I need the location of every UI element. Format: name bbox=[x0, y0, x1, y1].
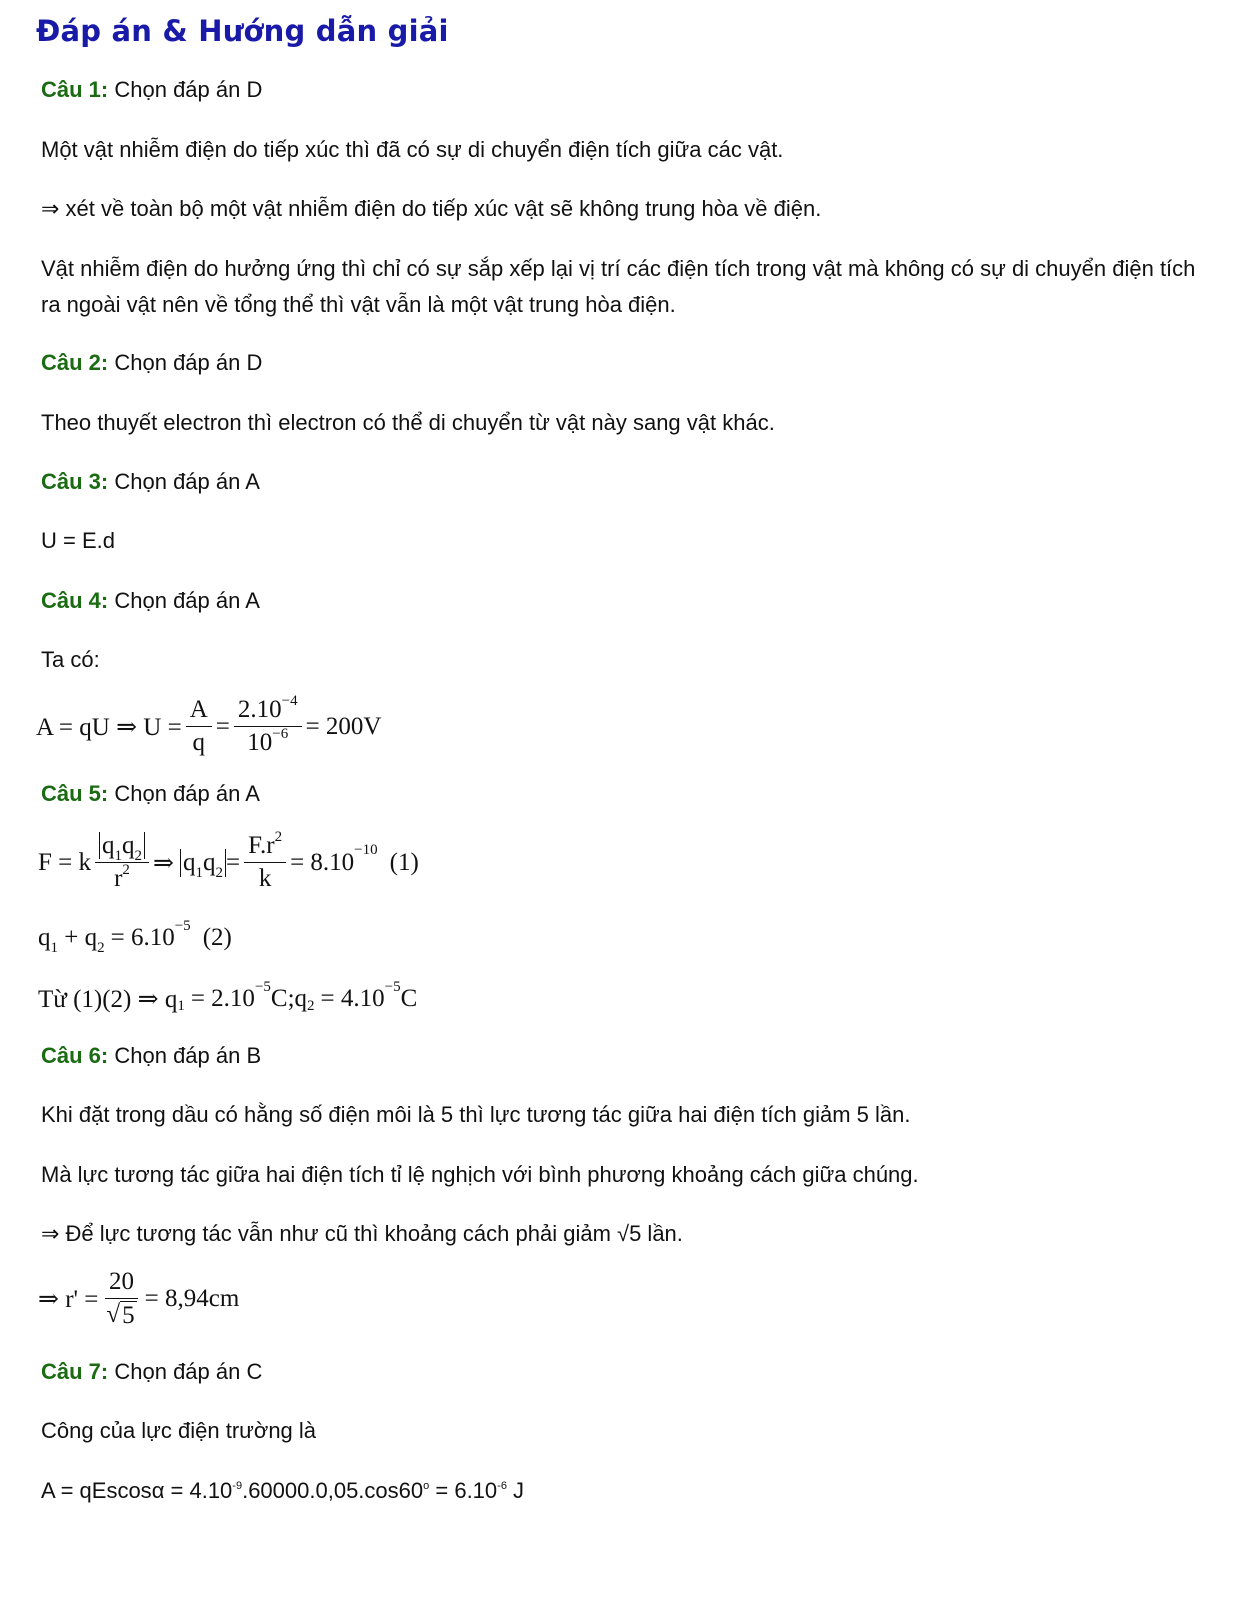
q4-frac1-num: A bbox=[186, 696, 212, 727]
q4-frac2-num: 2.10 bbox=[237, 696, 282, 723]
q7-formula-part-b: α = 4.10 bbox=[151, 1478, 233, 1503]
q5-eq1-right-exp: −10 bbox=[354, 842, 378, 858]
q1-answer: Chọn đáp án D bbox=[108, 77, 263, 102]
q6-paragraph-1: Khi đặt trong dầu có hằng số điện môi là 5 thì lực tương tác giữa hai điện tích giảm 5 lần. bbox=[41, 1102, 911, 1127]
q4-eq-left: A = qU ⇒ U = bbox=[36, 713, 182, 741]
q2-heading bbox=[41, 345, 262, 381]
q5-eq3-c2: C bbox=[400, 985, 418, 1012]
q7-formula-part-e: = 6.10 bbox=[429, 1478, 498, 1503]
q5-eq2-value: = 6.10 bbox=[110, 924, 175, 951]
q5-frac2-den: k bbox=[258, 865, 272, 892]
q7-formula-part-a: A = qEscos bbox=[41, 1478, 152, 1503]
q3-formula: U = E.d bbox=[41, 528, 115, 553]
q7-formula-exp-e: -6 bbox=[497, 1480, 507, 1492]
q6-frac-num: 20 bbox=[105, 1268, 138, 1299]
q7-formula-exp-b: -9 bbox=[232, 1480, 243, 1492]
q7-heading bbox=[41, 1354, 262, 1390]
q4-frac2-den: 10 bbox=[247, 729, 273, 756]
q5-eq3-e2: −5 bbox=[384, 978, 401, 995]
q4-fraction-2 bbox=[234, 693, 302, 757]
q5-eq3-from: Từ (1)(2) ⇒ q bbox=[38, 986, 178, 1013]
q6-eq-left: ⇒ r' = bbox=[38, 1286, 99, 1313]
q7-label: Câu 7: bbox=[41, 1359, 109, 1384]
q6-eq-right: = 8,94cm bbox=[144, 1285, 240, 1312]
q4-heading bbox=[41, 583, 260, 619]
q3-heading bbox=[41, 464, 260, 500]
q2-answer: Chọn đáp án D bbox=[108, 350, 263, 375]
q5-eq2-tag: (2) bbox=[202, 924, 232, 951]
q7-formula-exp-d: o bbox=[423, 1480, 430, 1492]
q4-eq-right: = 200V bbox=[305, 712, 382, 740]
q7-formula bbox=[41, 1473, 524, 1513]
q7-formula-part-c: .60000.0,05.cos bbox=[242, 1478, 399, 1503]
q5-eq1-left: F = k bbox=[38, 848, 92, 876]
q1-paragraph-3: Vật nhiễm điện do hưởng ứng thì chỉ có sự sắp xếp lại vị trí các điện tích trong vật mà không có sự di chuyển điện tích ra ngoài vật nên về tổng thể thì vật vẫn là một vật trung hòa điện. bbox=[41, 256, 1196, 317]
q4-paragraph-1: Ta có: bbox=[41, 647, 100, 672]
q5-eq3-v2: = 4.10 bbox=[320, 985, 385, 1012]
q5-eq3-c1: C;q bbox=[270, 985, 308, 1012]
q7-formula-part-f: J bbox=[506, 1478, 525, 1503]
q5-heading bbox=[41, 776, 260, 812]
q5-fraction-1: $\frac{q_1q_2}{r^2}$ bbox=[95, 832, 149, 893]
q6-answer: Chọn đáp án B bbox=[108, 1043, 262, 1068]
q6-fraction: 20 √ 5 bbox=[102, 1268, 140, 1330]
q7-paragraph-1: Công của lực điện trường là bbox=[41, 1418, 317, 1443]
q5-equation-1: F = k $\frac{q_1q_2}{r^2}$ ⇒ $q_1q_2$ = $\frac{F.r^2}{k}$ = 8.10 −10 (1) bbox=[38, 829, 419, 892]
q4-frac2-den-exp: −6 bbox=[272, 726, 289, 742]
q4-fraction-1 bbox=[186, 696, 212, 757]
q6-label: Câu 6: bbox=[41, 1043, 109, 1068]
q1-paragraph-2: ⇒ xét về toàn bộ một vật nhiễm điện do tiếp xúc vật sẽ không trung hòa về điện. bbox=[41, 196, 822, 221]
q5-frac2-num: F.r bbox=[248, 832, 275, 859]
q4-label: Câu 4: bbox=[41, 588, 109, 613]
q4-frac1-den: q bbox=[192, 729, 205, 756]
q6-paragraph-3: ⇒ Để lực tương tác vẫn như cũ thì khoảng cách phải giảm √5 lần. bbox=[41, 1221, 683, 1246]
q7-answer: Chọn đáp án C bbox=[108, 1359, 263, 1384]
q2-paragraph-1: Theo thuyết electron thì electron có thể di chuyển từ vật này sang vật khác. bbox=[41, 410, 775, 435]
q1-paragraph-1: Một vật nhiễm điện do tiếp xúc thì đã có sự di chuyển điện tích giữa các vật. bbox=[41, 137, 784, 162]
q5-fraction-2: $\frac{F.r^2}{k}$ bbox=[244, 832, 286, 893]
q5-eq3-e1: −5 bbox=[254, 978, 271, 995]
q6-paragraph-2: Mà lực tương tác giữa hai điện tích tỉ lệ nghịch với bình phương khoảng cách giữa chúng. bbox=[41, 1162, 919, 1187]
q4-frac2-num-exp: −4 bbox=[281, 693, 298, 709]
q3-label: Câu 3: bbox=[41, 469, 109, 494]
q5-label: Câu 5: bbox=[41, 781, 109, 806]
q4-answer: Chọn đáp án A bbox=[108, 588, 260, 613]
q6-frac-den: 5 bbox=[122, 1302, 135, 1329]
q5-eq1-arrow: ⇒ bbox=[153, 849, 174, 877]
q5-eq1-right: = 8.10 bbox=[290, 848, 355, 876]
q2-label: Câu 2: bbox=[41, 350, 109, 375]
q6-heading bbox=[41, 1038, 261, 1074]
q3-answer: Chọn đáp án A bbox=[108, 469, 260, 494]
q5-equation-2: $q_1 + q_2$ = 6.10 −5 (2) bbox=[38, 917, 232, 956]
q5-eq3-v1: = 2.10 bbox=[190, 985, 255, 1012]
q5-equation-3: Từ (1)(2) ⇒ q 1 = 2.10 −5 C;q 2 = 4.10 −5 C bbox=[38, 978, 418, 1014]
q1-label: Câu 1: bbox=[41, 77, 109, 102]
page-title: Đáp án & Hướng dẫn giải bbox=[36, 14, 449, 48]
q5-eq2-exp: −5 bbox=[174, 917, 191, 934]
q5-answer: Chọn đáp án A bbox=[108, 781, 260, 806]
q6-equation bbox=[38, 1268, 239, 1330]
q1-heading bbox=[41, 72, 262, 108]
q7-formula-part-d: 60 bbox=[398, 1478, 424, 1503]
q5-eq1-tag: (1) bbox=[389, 848, 419, 876]
q4-equation: A = qU ⇒ U = $\frac{A}{q}$ = $\frac{2.10^{-4}}{10^{-6}}$ = 200V bbox=[36, 693, 382, 756]
